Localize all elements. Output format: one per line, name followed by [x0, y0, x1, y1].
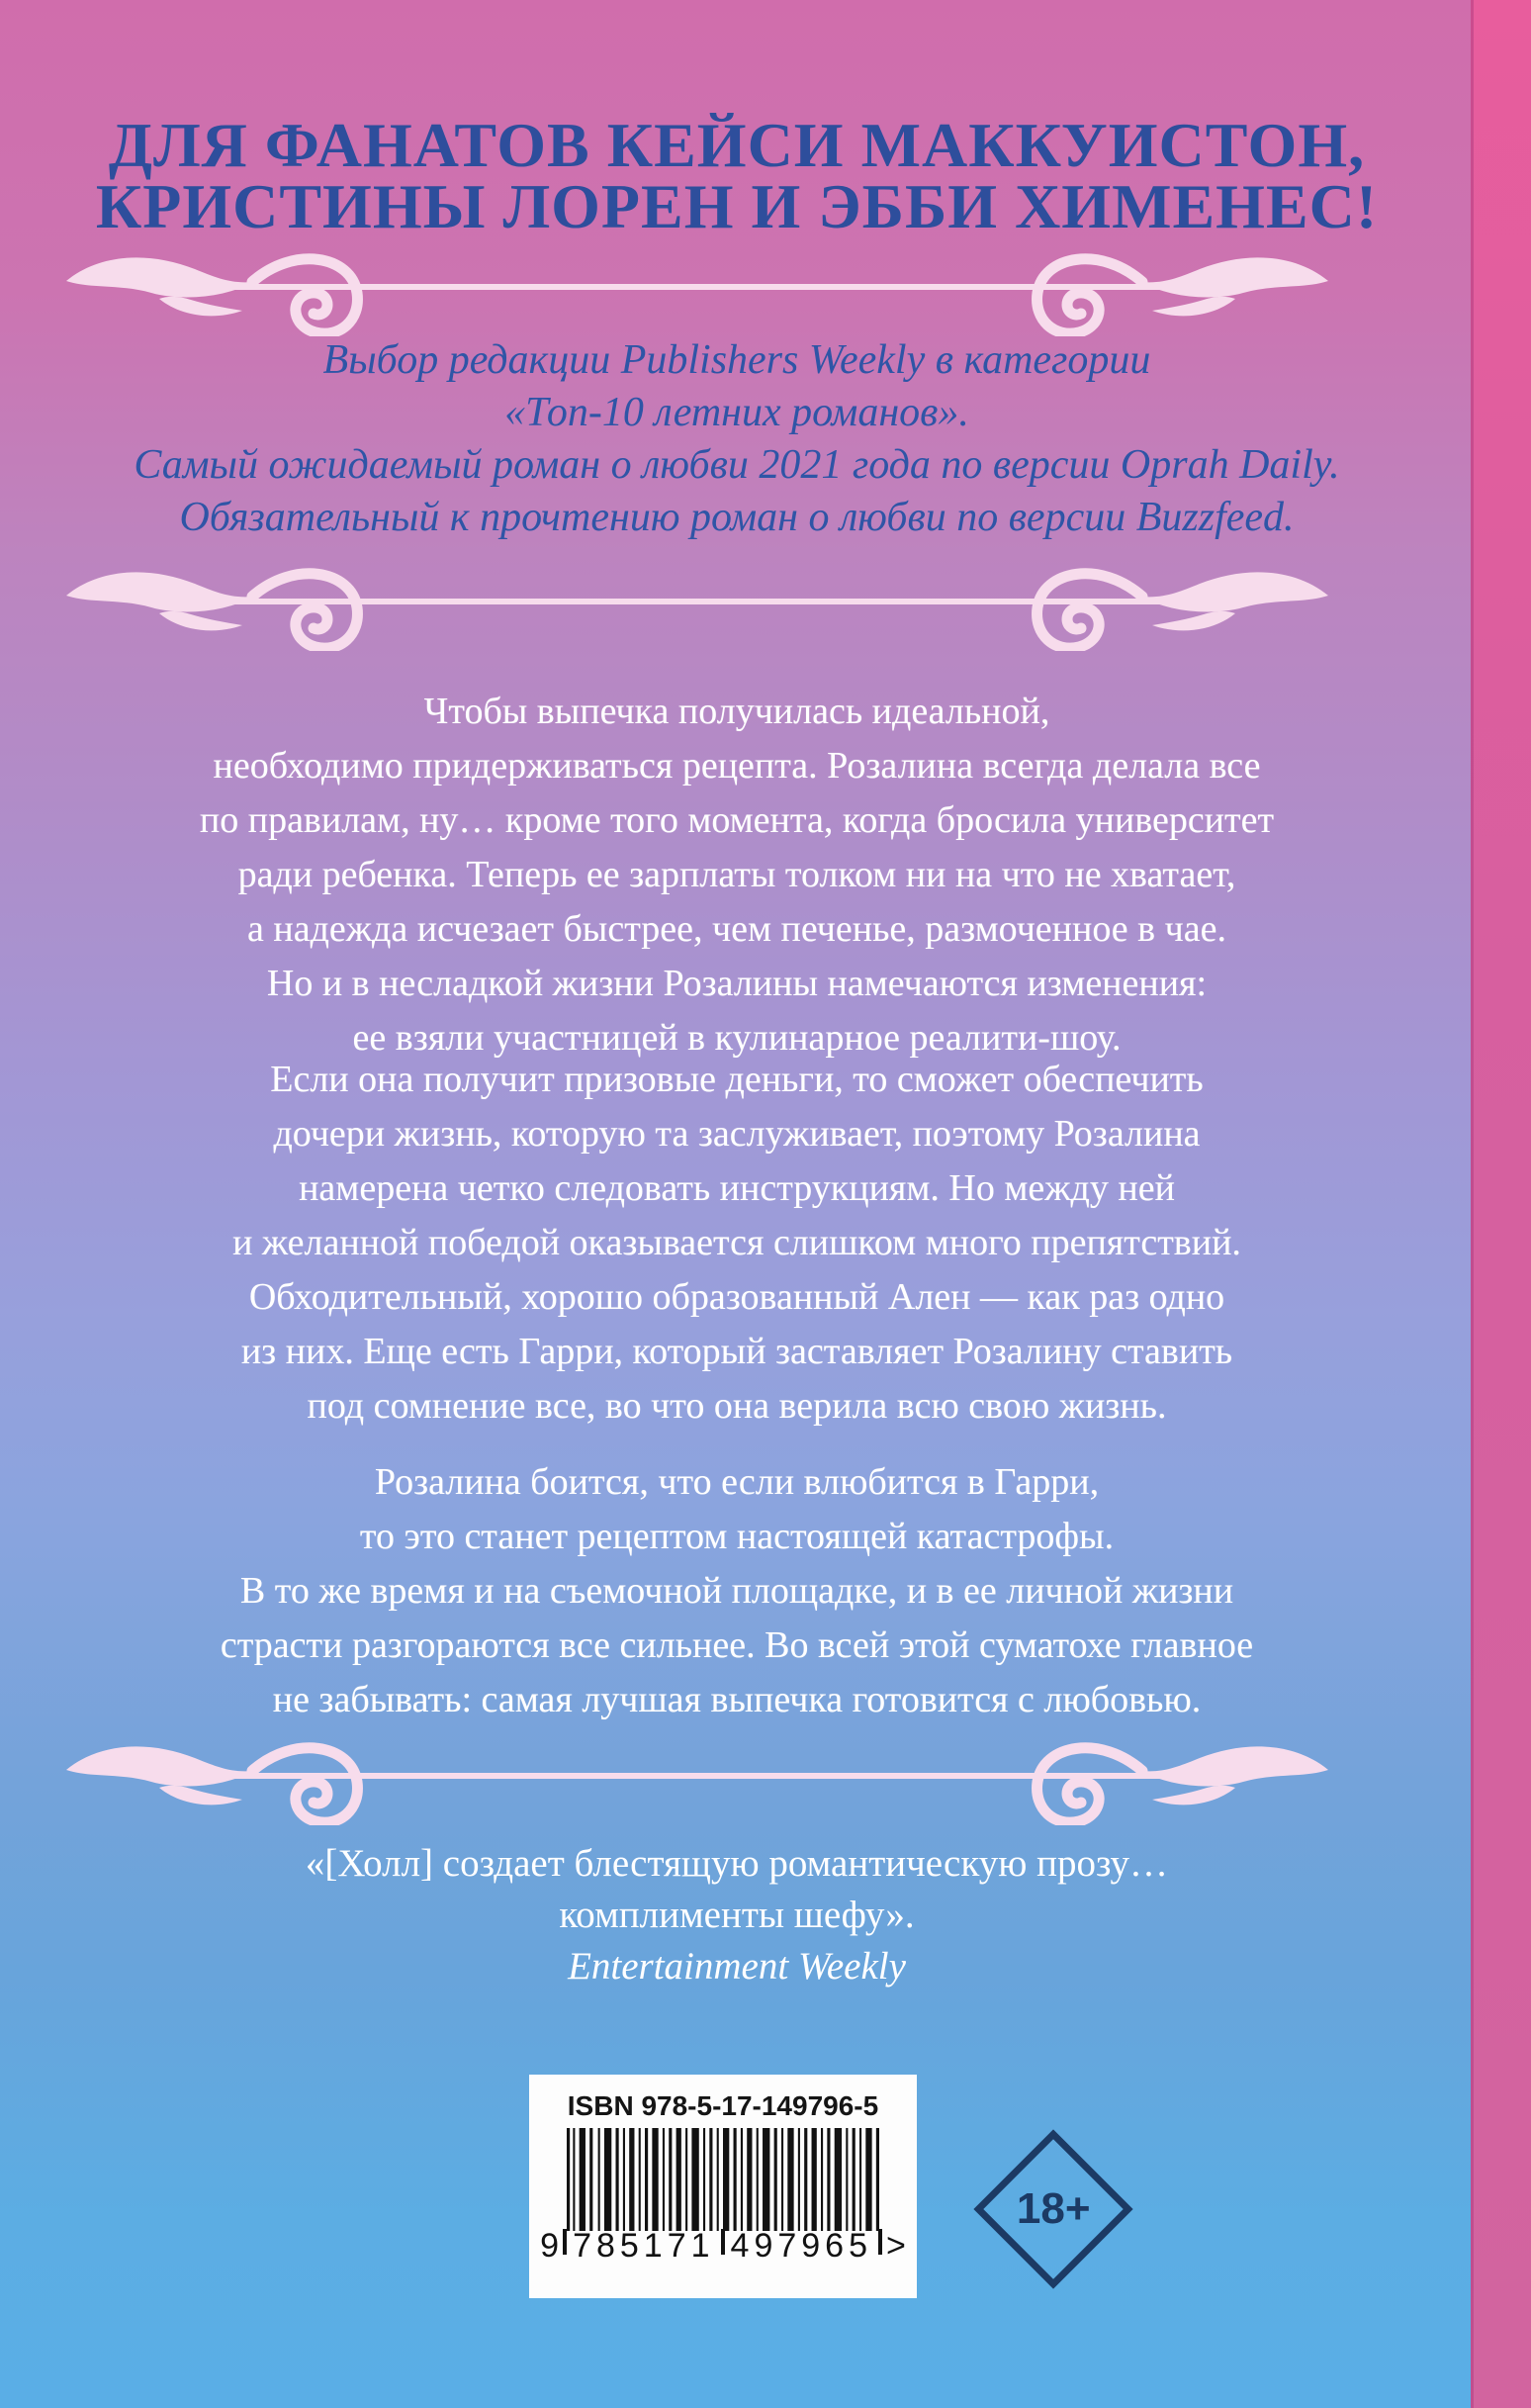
accolade-line: Выбор редакции Publishers Weekly в категории — [322, 337, 1151, 383]
synopsis-paragraph-3 — [0, 1455, 1474, 1727]
flourish-divider-icon — [64, 552, 1330, 651]
barcode-icon — [567, 2128, 879, 2231]
synopsis-line: то это станет рецептом настоящей катастрофы. — [359, 1516, 1115, 1557]
age-rating-label: 18+ — [1016, 2183, 1091, 2233]
synopsis-line: по правилам, ну… кроме того момента, когда бросила университет — [199, 799, 1275, 841]
synopsis-line: и желанной победой оказывается слишком много препятствий. — [232, 1222, 1241, 1263]
synopsis-line: Обходительный, хорошо образованный Ален — как раз одно — [248, 1276, 1225, 1318]
review-line: комплименты шефу». — [559, 1894, 915, 1936]
synopsis-line: ради ребенка. Теперь ее зарплаты толком ни на что не хватает, — [237, 854, 1236, 895]
barcode-digits — [529, 2229, 917, 2269]
isbn-number: ISBN 978-5-17-149796-5 — [567, 2090, 879, 2121]
synopsis-line: Чтобы выпечка получилась идеальной, — [423, 691, 1050, 732]
synopsis-line: не забывать: самая лучшая выпечка готовится с любовью. — [272, 1679, 1202, 1720]
barcode-digit-lead: 9 — [540, 2227, 560, 2265]
synopsis-line: В то же время и на съемочной площадке, и в ее личной жизни — [239, 1570, 1234, 1612]
synopsis-line: страсти разгораются все сильнее. Во всей этой суматохе главное — [220, 1624, 1254, 1666]
barcode-quiet-zone-arrow: > — [886, 2227, 906, 2265]
synopsis-line: Розалина боится, что если влюбится в Гарри, — [374, 1461, 1100, 1503]
flourish-divider-icon — [64, 1726, 1330, 1825]
barcode-digit-group: 785171 — [573, 2227, 715, 2265]
synopsis-line: под сомнение все, во что она верила всю свою жизнь. — [307, 1385, 1167, 1427]
flourish-divider-icon — [64, 237, 1330, 336]
press-accolades — [0, 334, 1474, 544]
accolade-line: «Топ-10 летних романов». — [504, 390, 969, 435]
review-quote — [0, 1838, 1474, 1992]
isbn-barcode-panel — [529, 2075, 917, 2298]
synopsis-paragraph-1 — [0, 685, 1474, 1065]
front-cover-edge-band — [1471, 0, 1531, 2408]
review-source: Entertainment Weekly — [568, 1945, 906, 1988]
synopsis-paragraph-2 — [0, 1053, 1474, 1434]
review-line: «[Холл] создает блестящую романтическую прозу… — [305, 1842, 1169, 1885]
header-line: КРИСТИНЫ ЛОРЕН И ЭББИ ХИМЕНЕС! — [95, 171, 1379, 241]
barcode-digit-group: 497965 — [730, 2227, 872, 2265]
accolade-line: Самый ожидаемый роман о любви 2021 года по версии Oprah Daily. — [134, 442, 1340, 488]
header-tagline — [0, 110, 1474, 241]
synopsis-line: Но и в несладкой жизни Розалины намечаются изменения: — [266, 963, 1208, 1004]
synopsis-line: дочери жизнь, которую та заслуживает, поэтому Розалина — [273, 1113, 1201, 1155]
accolade-line: Обязательный к прочтению роман о любви по версии Buzzfeed. — [179, 495, 1295, 540]
age-rating-badge — [973, 2129, 1132, 2288]
synopsis-line: намерена четко следовать инструкциям. Но между ней — [299, 1167, 1175, 1209]
synopsis-line: Если она получит призовые деньги, то сможет обеспечить — [270, 1059, 1204, 1100]
synopsis-line: ее взяли участницей в кулинарное реалити-шоу. — [352, 1017, 1122, 1059]
synopsis-line: из них. Еще есть Гарри, который заставляет Розалину ставить — [240, 1331, 1233, 1372]
synopsis-line: а надежда исчезает быстрее, чем печенье, размоченное в чае. — [247, 908, 1226, 950]
synopsis-line: необходимо придерживаться рецепта. Розалина всегда делала все — [213, 745, 1261, 787]
header-line: ДЛЯ ФАНАТОВ КЕЙСИ МАККУИСТОН, — [108, 110, 1366, 180]
